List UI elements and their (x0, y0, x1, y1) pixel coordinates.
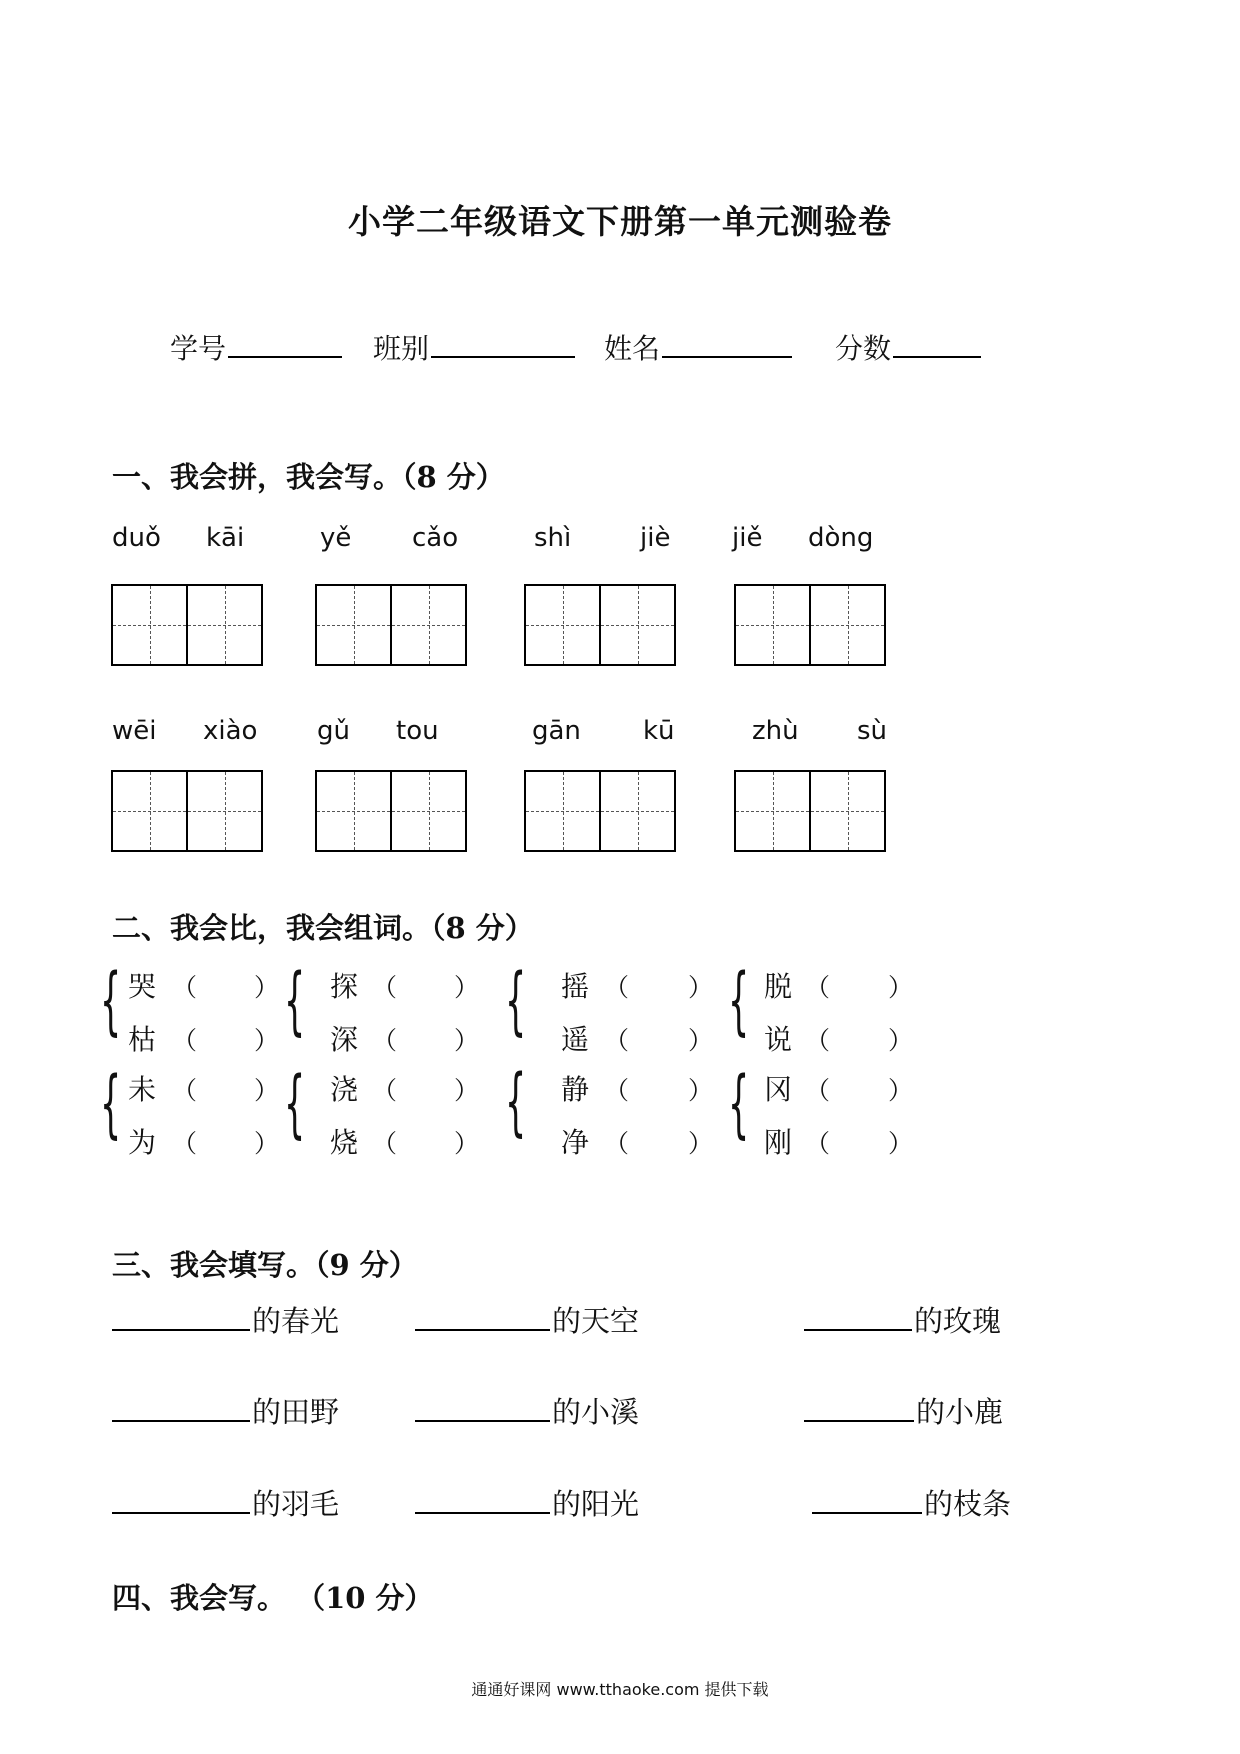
writing-cell[interactable] (526, 772, 599, 850)
answer-close-paren[interactable]: ） (254, 1076, 280, 1105)
tianzige-grid[interactable] (734, 770, 886, 852)
info-score (835, 327, 981, 367)
pinyin: sù (857, 716, 888, 746)
answer-open-paren: （ (604, 973, 630, 1002)
fill-item (812, 1482, 1011, 1523)
pinyin: jiè (640, 523, 671, 553)
writing-cell[interactable] (390, 772, 465, 850)
tianzige-grid[interactable] (524, 584, 676, 666)
fill-text: 的春光 (252, 1304, 340, 1338)
fill-blank[interactable] (415, 1303, 550, 1331)
writing-cell[interactable] (317, 586, 390, 664)
writing-cell[interactable] (390, 586, 465, 664)
answer-close-paren[interactable]: ） (454, 1026, 480, 1055)
compare-char: 净 (561, 1126, 590, 1159)
compare-char: 说 (764, 1023, 793, 1056)
section-3-heading: 三、我会填写。（9 分） (112, 1248, 418, 1282)
compare-char: 深 (330, 1023, 359, 1056)
compare-char: 探 (330, 970, 359, 1003)
fill-text: 的羽毛 (252, 1487, 340, 1521)
answer-open-paren: （ (172, 973, 198, 1002)
answer-close-paren[interactable]: ） (688, 973, 714, 1002)
fill-item (415, 1299, 639, 1340)
brace-icon: { (100, 1061, 122, 1147)
compare-char: 脱 (764, 970, 793, 1003)
answer-open-paren: （ (805, 1129, 831, 1158)
writing-cell[interactable] (736, 772, 809, 850)
fill-item (112, 1299, 339, 1340)
fill-blank[interactable] (812, 1486, 922, 1514)
fill-text: 的阳光 (552, 1487, 640, 1521)
writing-cell[interactable] (599, 772, 674, 850)
fill-text: 的玫瑰 (914, 1304, 1002, 1338)
answer-open-paren: （ (805, 1026, 831, 1055)
compare-char: 哭 (128, 970, 157, 1003)
brace-icon: { (505, 958, 527, 1044)
pinyin: xiào (203, 716, 258, 746)
tianzige-grid[interactable] (734, 584, 886, 666)
answer-open-paren: （ (172, 1076, 198, 1105)
answer-open-paren: （ (372, 1026, 398, 1055)
fill-text: 的小鹿 (916, 1395, 1004, 1429)
fill-item (804, 1390, 1003, 1431)
section-4-heading: 四、我会写。 （10 分） (112, 1581, 434, 1615)
answer-close-paren[interactable]: ） (454, 1129, 480, 1158)
writing-cell[interactable] (809, 586, 884, 664)
compare-char: 烧 (330, 1126, 359, 1159)
pinyin: yě (320, 523, 352, 553)
fill-blank[interactable] (415, 1486, 550, 1514)
answer-open-paren: （ (604, 1076, 630, 1105)
pinyin: zhù (752, 716, 799, 746)
pinyin: cǎo (412, 523, 459, 553)
fill-item (112, 1482, 339, 1523)
pinyin: tou (396, 716, 439, 746)
pinyin: kū (643, 716, 675, 746)
answer-close-paren[interactable]: ） (454, 973, 480, 1002)
fill-item (112, 1390, 339, 1431)
writing-cell[interactable] (186, 772, 261, 850)
compare-char: 静 (561, 1073, 590, 1106)
answer-close-paren[interactable]: ） (688, 1129, 714, 1158)
fill-text: 的田野 (252, 1395, 340, 1429)
compare-char: 遥 (561, 1023, 590, 1056)
writing-cell[interactable] (317, 772, 390, 850)
section-1-heading: 一、我会拼，我会写。（8 分） (112, 460, 505, 494)
info-label: 班别 (373, 332, 430, 365)
brace-icon: { (728, 958, 750, 1044)
fill-blank[interactable] (112, 1394, 250, 1422)
writing-cell[interactable] (526, 586, 599, 664)
brace-icon: { (284, 1061, 306, 1147)
compare-char: 为 (128, 1126, 157, 1159)
info-label: 姓名 (604, 332, 661, 365)
compare-char: 摇 (561, 970, 590, 1003)
fill-text: 的小溪 (552, 1395, 640, 1429)
pinyin: gān (532, 716, 581, 746)
section-2-heading: 二、我会比，我会组词。（8 分） (112, 911, 534, 945)
footer-credit: 通通好课网 www.tthaoke.com 提供下载 (471, 1680, 769, 1699)
answer-close-paren[interactable]: ） (888, 1129, 914, 1158)
pinyin: kāi (206, 523, 245, 553)
compare-char: 刚 (764, 1126, 793, 1159)
answer-open-paren: （ (172, 1026, 198, 1055)
info-label: 分数 (835, 332, 892, 365)
answer-open-paren: （ (805, 973, 831, 1002)
answer-close-paren[interactable]: ） (688, 1026, 714, 1055)
fill-blank[interactable] (112, 1486, 250, 1514)
brace-icon: { (505, 1059, 527, 1145)
answer-close-paren[interactable]: ） (254, 1129, 280, 1158)
pinyin: jiě (732, 523, 763, 553)
fill-item (415, 1390, 639, 1431)
tianzige-grid[interactable] (524, 770, 676, 852)
fill-text: 的天空 (552, 1304, 640, 1338)
pinyin: wēi (112, 716, 157, 746)
name-blank[interactable] (662, 334, 792, 358)
tianzige-grid[interactable] (315, 584, 467, 666)
writing-cell[interactable] (186, 586, 261, 664)
score-blank[interactable] (893, 334, 981, 358)
fill-blank[interactable] (804, 1394, 914, 1422)
fill-blank[interactable] (804, 1303, 912, 1331)
answer-close-paren[interactable]: ） (888, 1026, 914, 1055)
pinyin: gǔ (317, 716, 350, 746)
brace-icon: { (728, 1061, 750, 1147)
answer-open-paren: （ (372, 1076, 398, 1105)
answer-open-paren: （ (372, 973, 398, 1002)
answer-close-paren[interactable]: ） (688, 1076, 714, 1105)
page-title: 小学二年级语文下册第一单元测验卷 (348, 202, 892, 241)
tianzige-grid[interactable] (315, 770, 467, 852)
answer-close-paren[interactable]: ） (254, 973, 280, 1002)
student-id-blank[interactable] (228, 334, 342, 358)
fill-blank[interactable] (415, 1394, 550, 1422)
brace-icon: { (100, 958, 122, 1044)
writing-cell[interactable] (599, 586, 674, 664)
info-class (373, 327, 575, 367)
writing-cell[interactable] (113, 772, 186, 850)
info-name (604, 327, 792, 367)
writing-cell[interactable] (809, 772, 884, 850)
fill-item (804, 1299, 1001, 1340)
writing-cell[interactable] (113, 586, 186, 664)
compare-char: 枯 (128, 1023, 157, 1056)
pinyin: shì (534, 523, 572, 553)
fill-blank[interactable] (112, 1303, 250, 1331)
writing-cell[interactable] (736, 586, 809, 664)
info-label: 学号 (170, 332, 227, 365)
answer-close-paren[interactable]: ） (888, 1076, 914, 1105)
pinyin: duǒ (112, 523, 161, 553)
pinyin: dòng (808, 523, 874, 553)
answer-open-paren: （ (604, 1026, 630, 1055)
answer-open-paren: （ (372, 1129, 398, 1158)
class-blank[interactable] (431, 334, 575, 358)
compare-char: 冈 (764, 1073, 793, 1106)
answer-close-paren[interactable]: ） (454, 1076, 480, 1105)
compare-char: 未 (128, 1073, 157, 1106)
answer-close-paren[interactable]: ） (254, 1026, 280, 1055)
answer-close-paren[interactable]: ） (888, 973, 914, 1002)
fill-text: 的枝条 (924, 1487, 1012, 1521)
fill-item (415, 1482, 639, 1523)
answer-open-paren: （ (805, 1076, 831, 1105)
answer-open-paren: （ (604, 1129, 630, 1158)
tianzige-grid[interactable] (111, 770, 263, 852)
brace-icon: { (284, 958, 306, 1044)
info-student-id (170, 327, 342, 367)
compare-char: 浇 (330, 1073, 359, 1106)
tianzige-grid[interactable] (111, 584, 263, 666)
answer-open-paren: （ (172, 1129, 198, 1158)
